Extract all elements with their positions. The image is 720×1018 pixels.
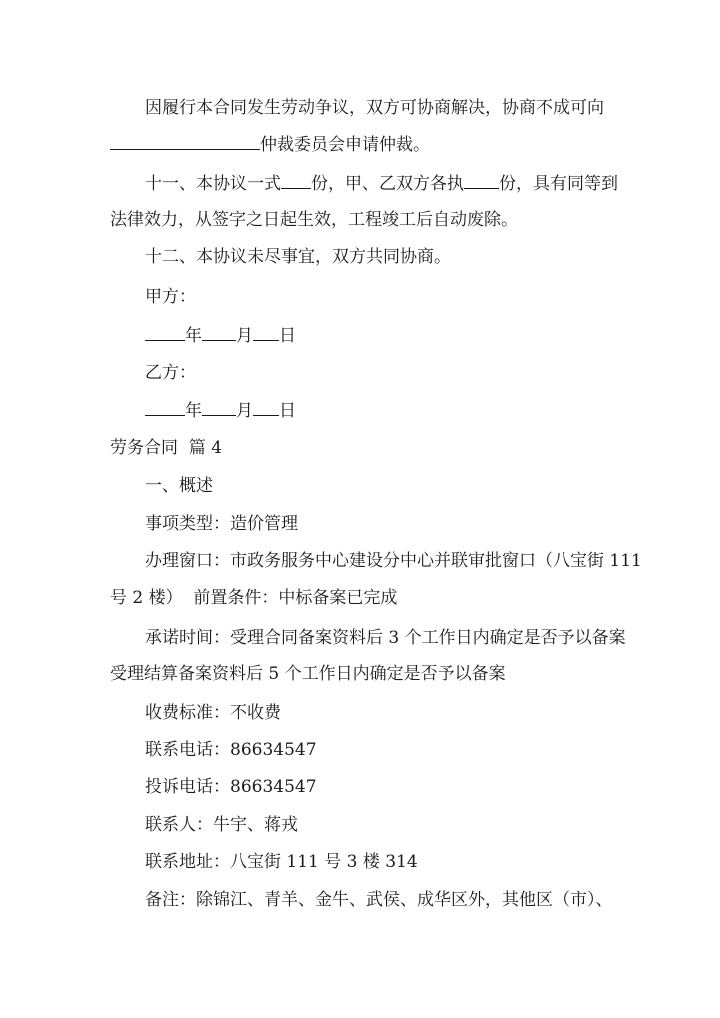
- paragraph-line: 因履行本合同发生劳动争议，双方可协商解决，协商不成可向: [145, 98, 604, 118]
- clause-12: 十二、本协议未尽事宜，双方共同协商。: [145, 247, 451, 267]
- section-title: 劳务合同 篇 4: [110, 438, 223, 458]
- fill-blank: [110, 134, 260, 150]
- paragraph-line: 法律效力，从签字之日起生效，工程竣工后自动废除。: [110, 210, 518, 230]
- fill-blank: [253, 400, 279, 416]
- promise-line-1: 承诺时间：受理合同备案资料后 3 个工作日内确定是否予以备案: [145, 628, 626, 648]
- fill-blank: [464, 173, 499, 189]
- fill-blank: [145, 400, 185, 416]
- overview-heading: 一、概述: [145, 476, 213, 496]
- clause-11-text-a: 十一、本协议一式: [145, 174, 281, 194]
- date-line-a: [145, 325, 296, 347]
- contact-person: 联系人：牛宇、蒋戎: [145, 815, 298, 835]
- paragraph-line: [110, 134, 430, 156]
- date-day: 日: [279, 401, 296, 421]
- fill-blank: [253, 325, 279, 341]
- fill-blank: [145, 325, 185, 341]
- paragraph-line: [145, 173, 618, 195]
- clause-11-text-c: 份，具有同等到: [499, 174, 618, 194]
- paragraph-text: 仲裁委员会申请仲裁。: [260, 135, 430, 155]
- contact-phone: 联系电话：86634547: [145, 740, 317, 760]
- clause-11-text-b: 份，甲、乙双方各执: [311, 174, 464, 194]
- date-month: 月: [236, 401, 253, 421]
- date-month: 月: [236, 326, 253, 346]
- contact-address: 联系地址：八宝街 111 号 3 楼 314: [145, 852, 418, 872]
- promise-line-2: 受理结算备案资料后 5 个工作日内确定是否予以备案: [110, 664, 506, 684]
- note: 备注：除锦江、青羊、金牛、武侯、成华区外，其他区（市）、: [145, 890, 613, 910]
- complaint-phone: 投诉电话：86634547: [145, 777, 317, 797]
- party-a-label: 甲方：: [145, 287, 196, 307]
- office-line-2: 号 2 楼） 前置条件：中标备案已完成: [110, 588, 398, 608]
- fill-blank: [202, 400, 236, 416]
- date-line-b: [145, 400, 296, 422]
- party-b-label: 乙方：: [145, 363, 196, 383]
- date-year: 年: [185, 401, 202, 421]
- item-type: 事项类型：造价管理: [145, 514, 298, 534]
- date-day: 日: [279, 326, 296, 346]
- date-year: 年: [185, 326, 202, 346]
- office-line-1: 办理窗口：市政务服务中心建设分中心并联审批窗口（八宝街 111: [145, 551, 642, 571]
- fee-standard: 收费标准：不收费: [145, 703, 281, 723]
- fill-blank: [202, 325, 236, 341]
- fill-blank: [281, 173, 311, 189]
